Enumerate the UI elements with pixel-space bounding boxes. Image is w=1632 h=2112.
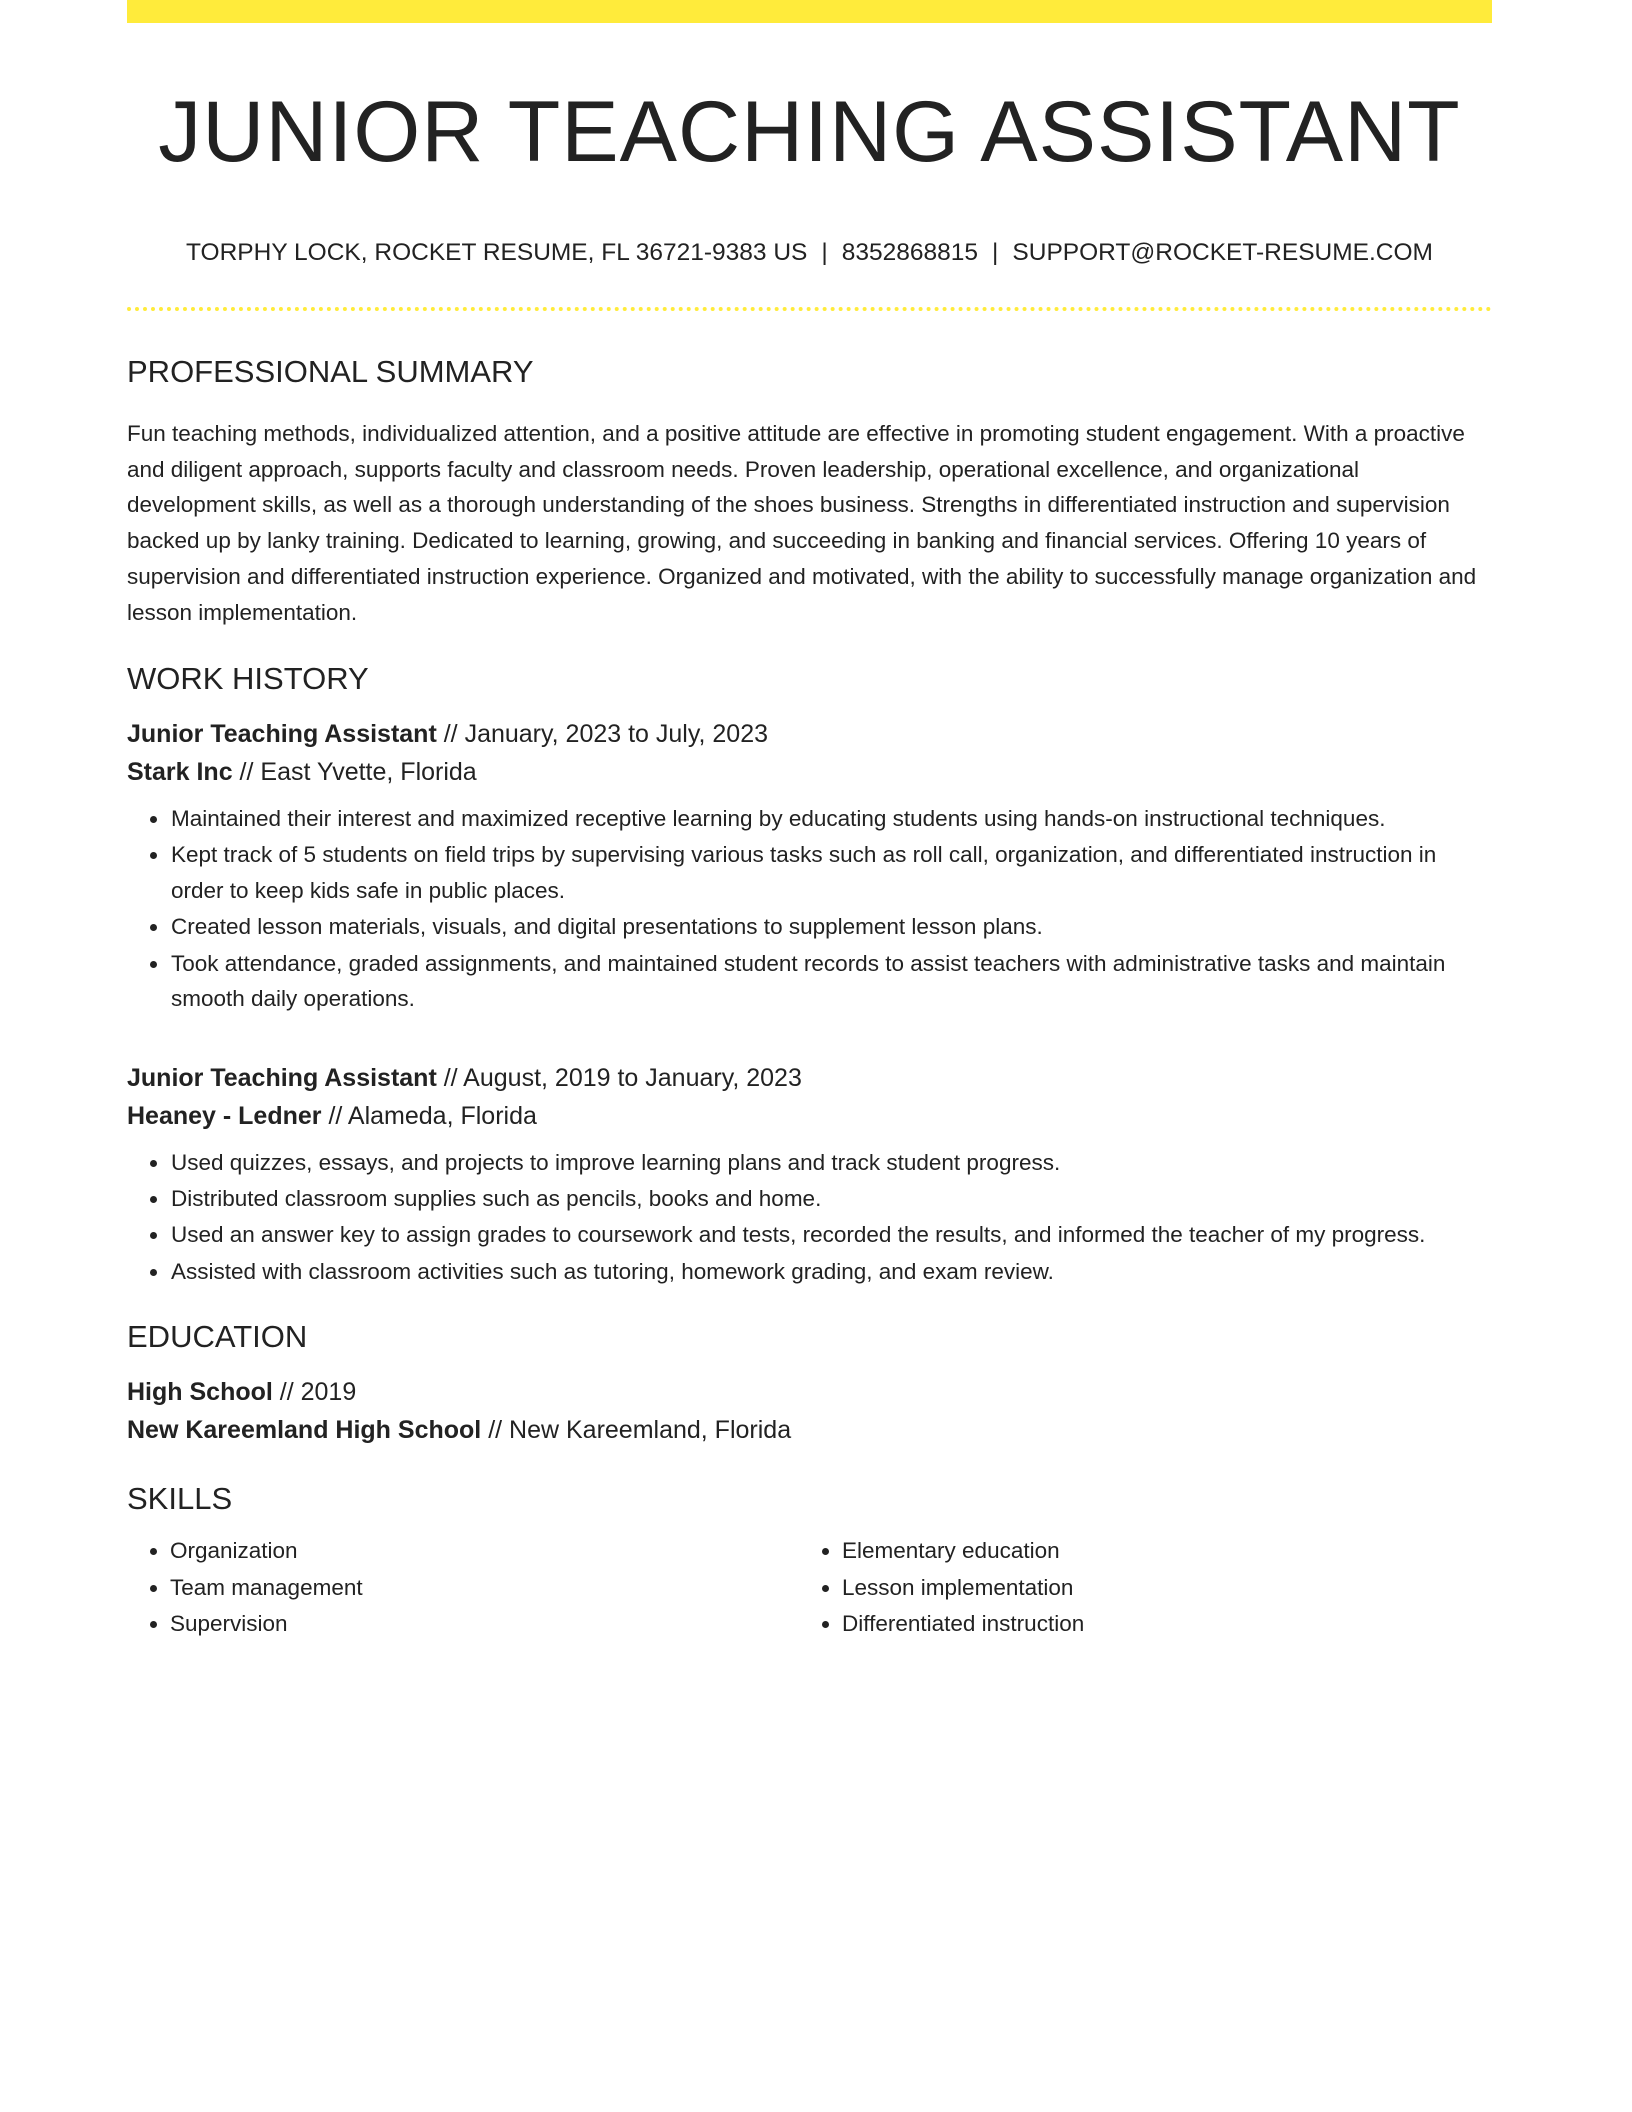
education-heading: EDUCATION (127, 1319, 308, 1355)
accent-top-bar (127, 0, 1492, 23)
dotted-divider (127, 307, 1492, 311)
skills-column-right (799, 1533, 1471, 1643)
job-company: Heaney - Ledner (127, 1101, 322, 1130)
resume-page (127, 0, 1492, 1643)
skill-item: • Differentiated instruction (842, 1606, 1471, 1643)
education-year: // 2019 (272, 1378, 357, 1407)
job-dates: // January, 2023 to July, 2023 (436, 720, 769, 749)
job-bullets (127, 1145, 1492, 1289)
job-bullets (127, 801, 1492, 1017)
education-school: New Kareemland High School (127, 1416, 482, 1445)
job-location: // Alameda, Florida (321, 1101, 537, 1130)
skill-item: • Organization (170, 1533, 799, 1570)
job-entry (127, 715, 1492, 1017)
contact-address: TORPHY LOCK, ROCKET RESUME, FL 36721-9383 US (186, 239, 808, 266)
summary-text: Fun teaching methods, individualized attention, and a positive attitude are effective in promoting student engagement. With a proactive and diligent approach, supports faculty and classroom needs. Proven leadership, operational excellence, and organizational development skills, as well as a thorough understanding of the shoes business. Strengths in differentiated instruction and supervision backed up by lanky training. Dedicated to learning, growing, and succeeding in banking and financial services. Offering 10 years of supervision and differentiated instruction experience. Organized and motivated, with the ability to successfully manage organization and lesson implementation. (127, 421, 1477, 625)
job-title: Junior Teaching Assistant (127, 1063, 437, 1092)
summary-heading: PROFESSIONAL SUMMARY (127, 354, 534, 389)
contact-separator: | (992, 239, 999, 266)
resume-title: JUNIOR TEACHING ASSISTANT (158, 84, 1461, 180)
job-bullet: • Assisted with classroom activities such as tutoring, homework grading, and exam review. (170, 1254, 1492, 1290)
contact-email[interactable]: SUPPORT@ROCKET-RESUME.COM (1012, 239, 1433, 266)
job-bullet: • Used quizzes, essays, and projects to improve learning plans and track student progress. (170, 1145, 1492, 1181)
job-bullet: • Created lesson materials, visuals, and digital presentations to supplement lesson plans. (170, 909, 1492, 945)
job-bullet: • Took attendance, graded assignments, and maintained student records to assist teachers with administrative tasks and maintain smooth daily operations. (170, 946, 1492, 1017)
skills-column-left (127, 1533, 799, 1643)
education-degree: High School (127, 1378, 273, 1407)
skill-item: • Lesson implementation (842, 1570, 1471, 1607)
job-title: Junior Teaching Assistant (127, 720, 437, 749)
job-entry (127, 1059, 1492, 1289)
education-degree-line (127, 1373, 1492, 1411)
education-school-line (127, 1411, 1492, 1449)
job-bullet: • Used an answer key to assign grades to coursework and tests, recorded the results, and informed the teacher of my progress. (170, 1217, 1492, 1253)
job-company-line (127, 753, 1492, 791)
job-bullet: • Distributed classroom supplies such as pencils, books and home. (170, 1181, 1492, 1217)
skill-item: • Elementary education (842, 1533, 1471, 1570)
contact-phone[interactable]: 8352868815 (841, 239, 979, 266)
job-company-line (127, 1097, 1492, 1135)
job-title-line (127, 1059, 1492, 1097)
work-history-heading: WORK HISTORY (127, 661, 369, 697)
skill-item: • Supervision (170, 1606, 799, 1643)
job-dates: // August, 2019 to January, 2023 (436, 1063, 802, 1092)
job-location: // East Yvette, Florida (232, 758, 477, 787)
job-company: Stark Inc (127, 758, 233, 787)
education-entry (127, 1373, 1492, 1449)
skill-item: • Team management (170, 1570, 799, 1607)
job-title-line (127, 715, 1492, 753)
skills-list (127, 1533, 1492, 1643)
education-location: // New Kareemland, Florida (481, 1416, 792, 1445)
contact-line (127, 235, 1492, 271)
job-bullet: • Kept track of 5 students on field trips by supervising various tasks such as roll call, organization, and differentiated instruction in order to keep kids safe in public places. (170, 837, 1492, 908)
skills-heading: SKILLS (127, 1481, 233, 1517)
job-bullet: • Maintained their interest and maximized receptive learning by educating students using hands-on instructional techniques. (170, 801, 1492, 837)
contact-separator: | (821, 239, 828, 266)
